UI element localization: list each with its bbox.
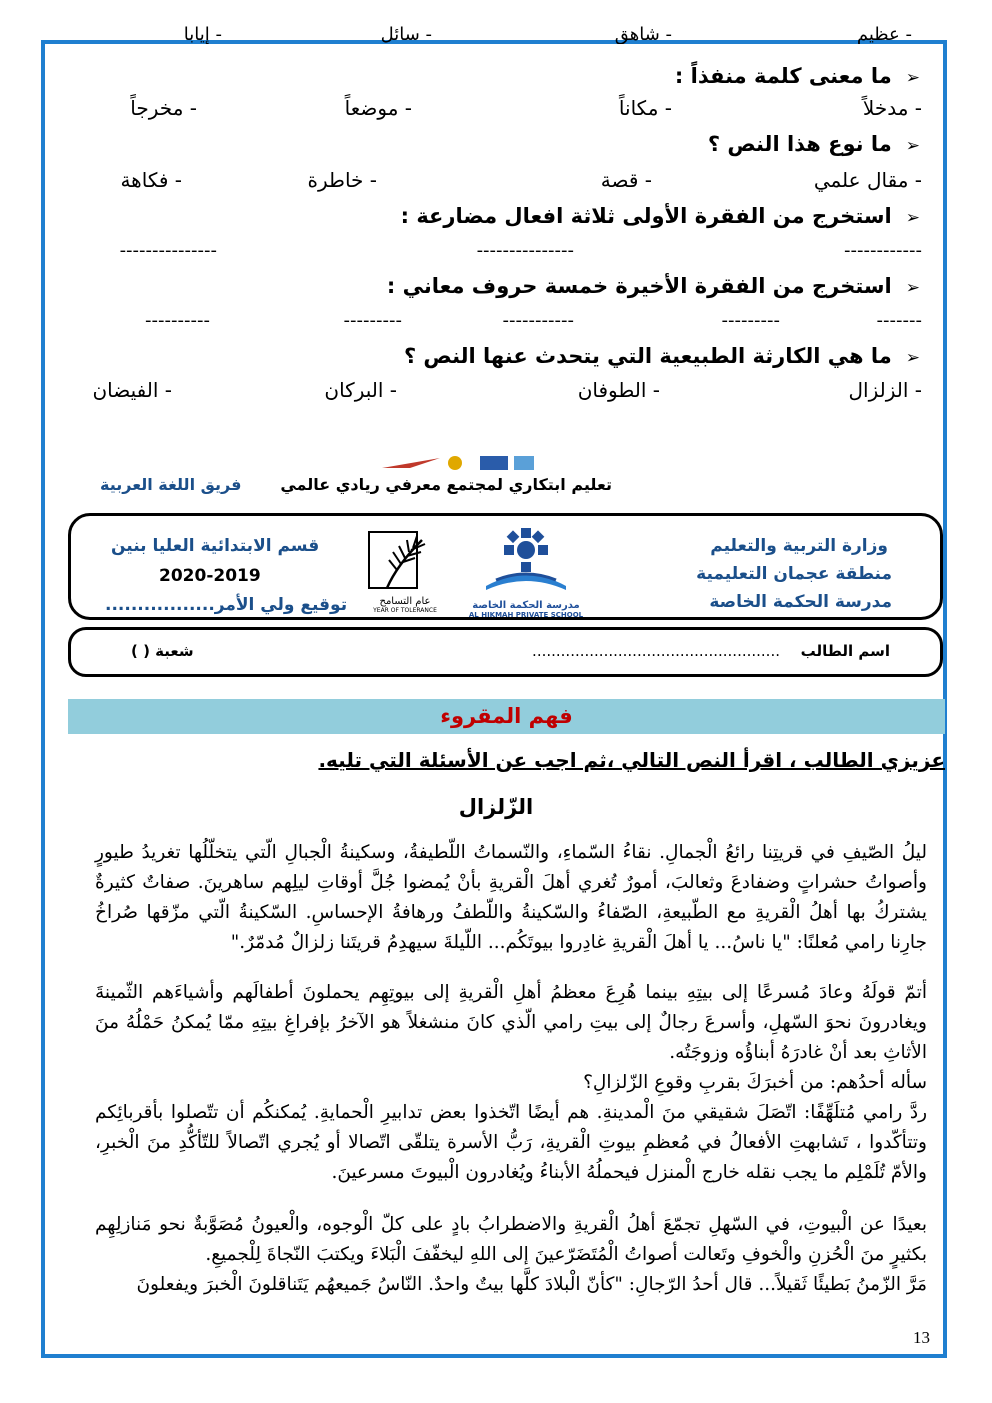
answer-blanks-row-3 [60,240,922,268]
cut-off-options-row [90,24,922,44]
question-5 [404,344,920,368]
tolerance-logo [367,530,443,616]
paragraph-text: بعيدًا عن الْبيوتِ، في السّهلِ تجمّعَ أهلُ الْقريةِ والاضطرابُ بادٍ على كلّ الْوجوه، والْعيونُ مُصَوَّبةٌ نحو مَنازلِهِم بكثيرٍ منَ الْحُزنِ والْخوفِ وتَعالت أصواتُ الْمُتَضَرّعينَ إلى اللهِ ليخفّفَ الْبَلاءَ ويكتبَ النّجاةَ لِلْجميعِ. [95,1214,927,1265]
logo-text-ar: مدرسة الحكمة الخاصة [472,600,580,611]
question-3 [401,204,920,228]
student-name-label: اسم الطالب [800,642,890,660]
passage-title: الزّلزال [458,795,534,819]
option: - موضعاً [344,96,412,120]
cut-option: - سائل [380,24,432,44]
options-row-5 [60,378,922,406]
option: - قصة [600,168,652,192]
question-4 [387,274,920,298]
region-name: منطقة عجمان التعليمية [696,564,892,584]
tolerance-text-en: YEAR OF TOLERANCE [373,607,437,614]
question-text: ما هي الكارثة الطبيعية التي يتحدث عنها النص ؟ [403,344,892,368]
academic-year: 2020-2019 [159,566,261,586]
student-info-box [68,627,943,677]
options-row-2 [60,168,922,196]
answer-blank[interactable]: --------- [721,310,780,331]
ministry-logo-icon [480,456,508,470]
answer-blank[interactable]: ---------- [145,310,210,331]
paragraph-text: سأله أحدُهم: من أخبرَكَ بقربِ وقوعِ الزّلزالِ؟ [583,1072,927,1093]
ministry-name: وزارة التربية والتعليم [710,536,888,556]
paragraph-3 [95,1210,927,1300]
answer-blanks-row-4 [60,310,922,338]
council-logo-icon [514,456,534,470]
paragraph-text: ردَّ رامي مُتلَهِّفًا: اتّصَلَ شقيقي منَ الْمدينةِ. هم أيضًا اتّخذوا بعض تدابيرِ الْحمايةِ. يُمكنكُم أن تتّصلوا بأقربائِكم وتتأكّدوا ، تَشابهتِ الأفعالُ في مُعظمِ بيوتِ الْقريةِ، رَبُّ الأسرة يتلقّى اتّصالا أو يُجري اتّصالاً للتّأكُّدِ منَ الْخبرِ، والأمّ تُلَمْلِم ما يجب نقله خارج الْمنزل فيحملُهُ الأبناءُ ويُغادرون الْبيوتَ مسرعينَ. [95,1102,927,1183]
guardian-signature: توقيع ولي الأمر................. [105,595,348,615]
option: - مقال علمي [813,168,922,192]
student-name-field[interactable]: .................................................... [532,642,780,660]
department-name: قسم الابتدائية العليا بنين [111,536,320,556]
answer-blank[interactable]: ------------ [844,240,922,261]
cut-option: - عظيم [856,24,912,44]
option: - الزلزال [848,378,922,402]
arrow-bullet-icon: ➢ [905,278,920,298]
option: - مدخلاً [862,96,922,120]
school-logo [461,528,591,619]
hikmah-logo-icon [461,528,591,596]
cut-option: - شاهق [614,24,672,44]
tolerance-text-ar: عام التسامح [379,596,431,607]
paragraph-2 [95,978,927,1188]
sun-logo-icon [448,456,462,470]
section-banner [68,699,945,734]
answer-blank[interactable]: --------------- [476,240,574,261]
cut-option: - إيابا [183,24,222,44]
school-name: مدرسة الحكمة الخاصة [709,592,892,612]
arrow-bullet-icon: ➢ [905,348,920,368]
paragraph-text: ليلُ الصّيفِ في قريتِنا رائعُ الْجمالِ. نقاءُ السّماءِ، والنّسماتُ اللّطيفةُ، وسكينةُ الْجبالِ الّتي يتخلّلُها تغريدُ طيورٍ وأصواتُ حشراتٍ وضفادعَ وثعالبَ، أمورٌ تُغري أهلَ الْقريةِ بأنْ يُمضوا جُلَّ أوقاتِ ليلِهم ساهرينَ. صفاتٌ كثيرةٌ يشتركُ بها أهلُ الْقريةِ مع الطّبيعةِ، الصّفاءُ والسّكينةُ واللّطفُ ورهافةُ الإحساسِ. السّكينةُ الّتي مزّقها صُراخُ جارِنا رامي مُعلنًا: "يا ناسُ... يا أهلَ الْقريةِ غادِروا بيوتَكُم... اللّيلةَ سيهدِمُ قريتَنا زلزالٌ مُدمّرٌ." [95,842,927,953]
question-2 [708,132,920,156]
logo-text-en: AL HIKMAH PRIVATE SCHOOL [468,611,584,619]
option: - الفيضان [92,378,172,402]
question-text: استخرج من الفقرة الأخيرة خمسة حروف معاني : [386,274,892,298]
option: - مخرجاً [130,96,197,120]
option: - البركان [324,378,397,402]
answer-blank[interactable]: --------------- [119,240,217,261]
instruction: عزيزي الطالب ، اقرأ النص التالي ،ثم اجب عن الأسئلة التي تليه. [318,748,945,772]
page-number: 13 [913,1328,930,1347]
team-name: فريق اللغة العربية [100,475,242,494]
paragraph-1 [95,838,927,958]
ghaf-tree-icon [367,530,443,592]
partner-logos [380,452,540,474]
paragraph-text: أتمّ قولَهُ وعادَ مُسرعًا إلى بيتِهِ بينما هُرِعَ معظمُ أهلِ الْقريةِ إلى بيوتِهِم يحملونَ أطفالَهم وأشياءَهم الثّمينةَ ويغادرونَ نحوَ السّهلِ، وأسرعَ رجالٌ إلى بيتِ رامي الّذي كانَ منشغلاً هو الآخرُ بإفراغِ بيتِهِ ممّا يُمكنُ حَمْلُهُ منَ الأثاثِ بعد أنْ غادرَهُ أبناؤُه وزوجَتُه. [95,982,927,1063]
answer-blank[interactable]: ------- [876,310,922,331]
pen-logo-icon [382,458,440,468]
banner-title: فهم المقروء [440,704,573,728]
arrow-bullet-icon: ➢ [905,136,920,156]
option: - الطوفان [577,378,660,402]
answer-blank[interactable]: --------- [343,310,402,331]
answer-blank[interactable]: ----------- [502,310,574,331]
question-text: ما معنى كلمة منفذاً : [674,64,892,88]
school-slogan: تعليم ابتكاري لمجتمع معرفي ريادي عالمي [280,475,612,494]
question-1 [675,64,920,88]
options-row-1 [60,96,922,124]
question-text: ما نوع هذا النص ؟ [707,132,892,156]
section-field[interactable]: شعبة ( ) [131,642,194,660]
option: - فكاهة [120,168,182,192]
option: - مكاناً [618,96,672,120]
question-text: استخرج من الفقرة الأولى ثلاثة افعال مضارعة : [400,204,892,228]
option: - خاطرة [307,168,377,192]
school-header-box [68,513,943,620]
arrow-bullet-icon: ➢ [905,208,920,228]
paragraph-text: مَرَّ الزّمنُ بَطيئًا ثَقيلاً... قال أحدُ الرّجالِ: "كأنّ الْبلادَ كلَّها بيتٌ واحدٌ. النّاسُ جَميعهُم يَتَناقلونَ الْخبرَ ويفعلونَ [136,1274,927,1295]
arrow-bullet-icon: ➢ [905,68,920,88]
